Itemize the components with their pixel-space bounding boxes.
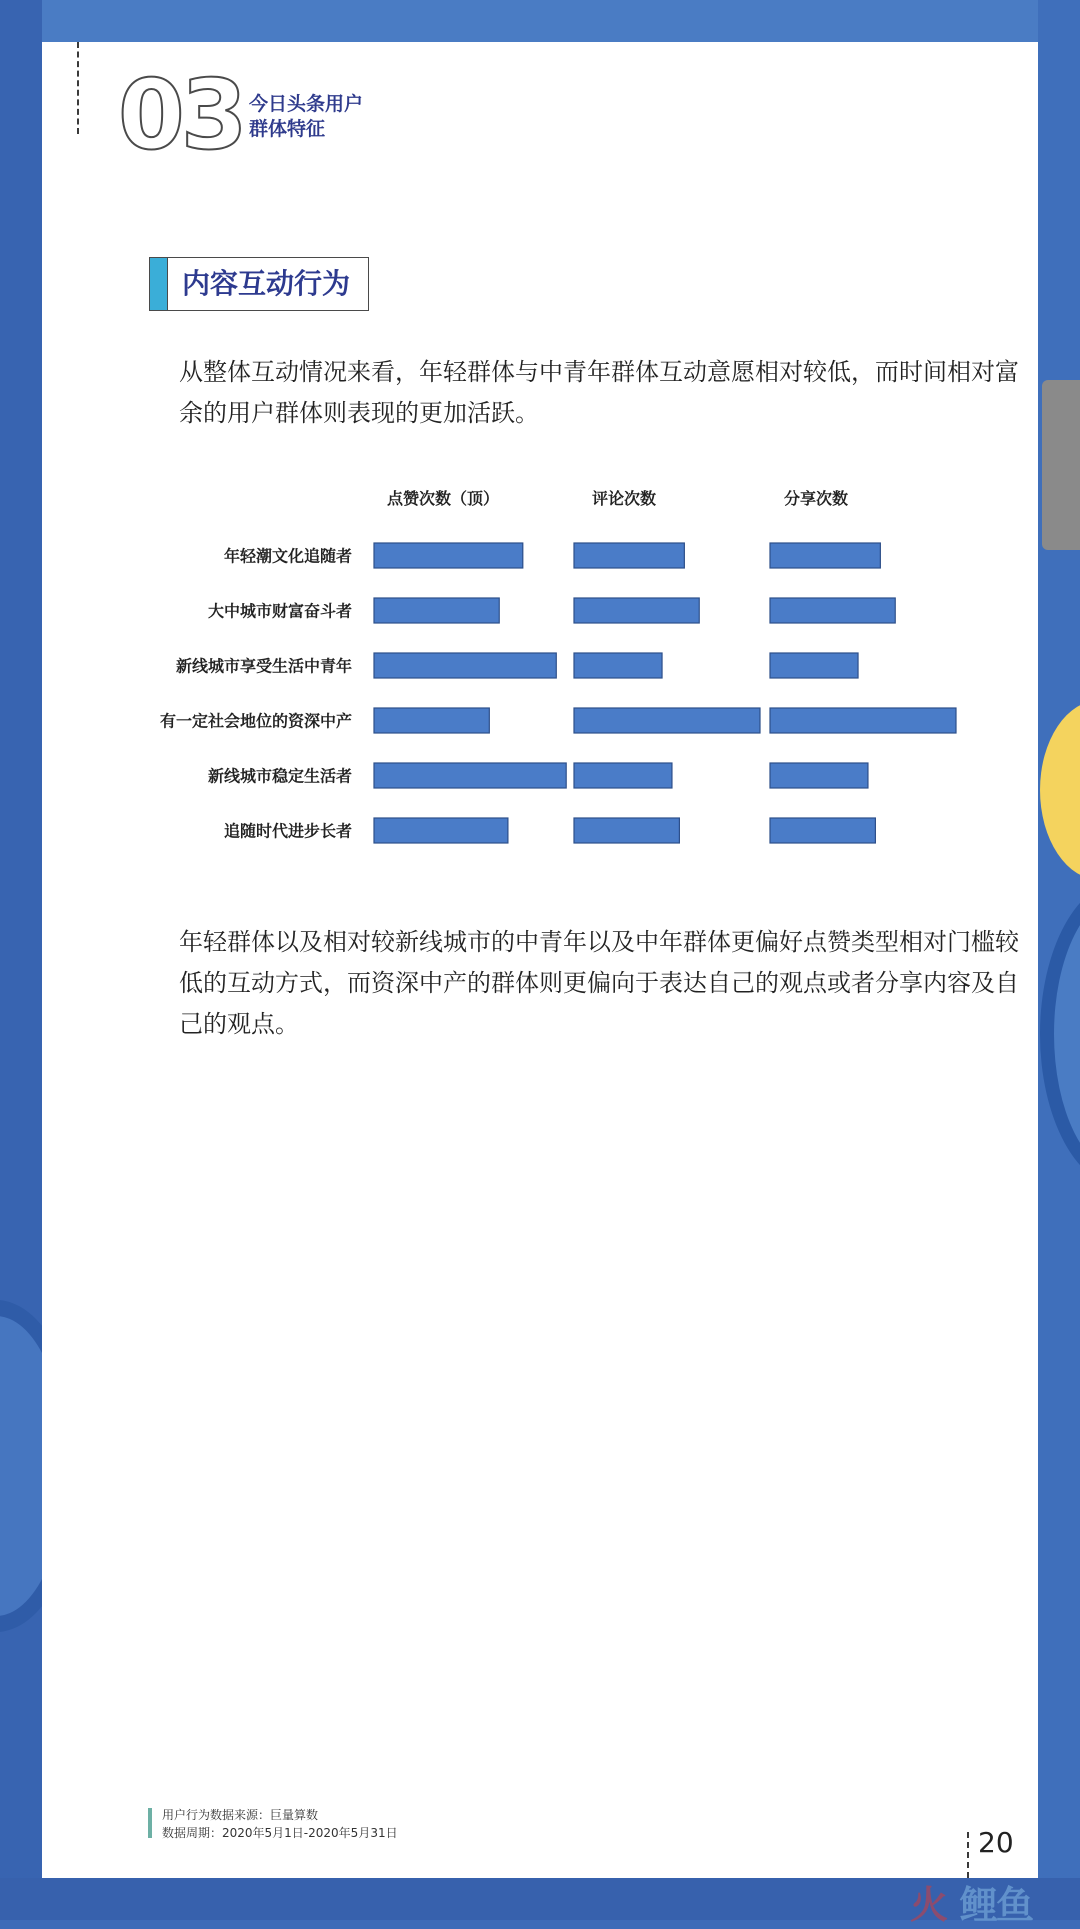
decor-grey-shape — [1042, 380, 1080, 550]
conclusion-paragraph: 年轻群体以及相对较新线城市的中青年以及中年群体更偏好点赞类型相对门槛较低的互动方式，而资深中产的群体则更偏向于表达自己的观点或者分享内容及自己的观点。 — [179, 928, 1019, 1038]
series-header-1: 点赞次数（顶） — [387, 489, 500, 508]
category-label-4: 有一定社会地位的资深中产 — [159, 711, 352, 731]
series-header-3: 分享次数 — [784, 489, 849, 508]
section-number: 03 — [118, 59, 244, 171]
section-title-line2: 群体特征 — [249, 118, 326, 140]
interaction-bar-chart — [42, 42, 1038, 902]
watermark-logo-part1: 火 — [910, 1883, 947, 1927]
bar-s2-c4 — [574, 708, 760, 733]
intro-paragraph: 从整体互动情况来看，年轻群体与中青年群体互动意愿相对较低，而时间相对富余的用户群体则表现的更加活跃。 — [179, 358, 1019, 427]
bar-s3-c1 — [770, 543, 880, 568]
category-label-5: 新线城市稳定生活者 — [207, 766, 352, 786]
category-label-2: 大中城市财富奋斗者 — [207, 601, 352, 621]
footnote-period: 数据周期：2020年5月1日-2020年5月31日 — [162, 1826, 398, 1840]
background-left — [0, 0, 42, 1920]
bar-s3-c4 — [770, 708, 956, 733]
bar-s3-c2 — [770, 598, 895, 623]
bar-s1-c6 — [374, 818, 508, 843]
category-label-1: 年轻潮文化追随者 — [223, 546, 352, 566]
series-header-2: 评论次数 — [592, 489, 657, 508]
bar-s1-c2 — [374, 598, 499, 623]
page-number: 20 — [978, 1826, 1014, 1859]
footnote-accent-bar — [148, 1808, 152, 1838]
background-band-top — [0, 0, 1080, 42]
section-heading: 内容互动行为 — [182, 267, 351, 300]
bar-s3-c6 — [770, 818, 875, 843]
section-title-line1: 今日头条用户 — [249, 93, 364, 115]
bar-s1-c1 — [374, 543, 523, 568]
bar-s1-c3 — [374, 653, 556, 678]
bar-s3-c5 — [770, 763, 868, 788]
footnote-source: 用户行为数据来源：巨量算数 — [162, 1808, 319, 1822]
bar-s2-c3 — [574, 653, 662, 678]
dashed-divider-bottom — [967, 1832, 969, 1878]
bar-s1-c4 — [374, 708, 489, 733]
bar-s2-c5 — [574, 763, 672, 788]
category-label-6: 追随时代进步长者 — [223, 821, 352, 841]
watermark-logo-part2: 鲤鱼 — [960, 1883, 1033, 1927]
category-label-3: 新线城市享受生活中青年 — [175, 656, 352, 676]
bar-s1-c5 — [374, 763, 566, 788]
bar-s2-c1 — [574, 543, 684, 568]
bar-s2-c6 — [574, 818, 679, 843]
content-card — [42, 42, 1038, 1878]
bar-s2-c2 — [574, 598, 699, 623]
footnote-text — [162, 1806, 398, 1842]
bar-s3-c3 — [770, 653, 858, 678]
